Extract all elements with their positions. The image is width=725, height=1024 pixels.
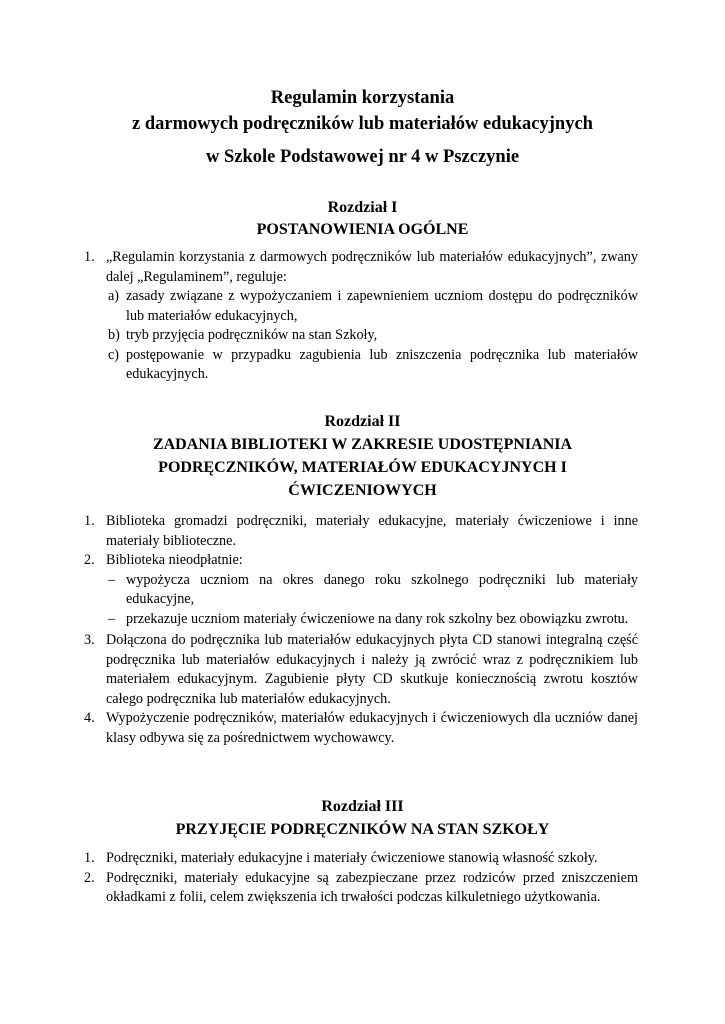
sub-item-text: postępowanie w przypadku zagubienia lub zniszczenia podręcznika lub materiałów edukacyjnych. <box>126 346 638 382</box>
dash-mark: – <box>108 610 116 627</box>
item-number: 1. <box>84 850 95 866</box>
item-number: 1. <box>84 249 95 265</box>
sub-item-mark: c) <box>108 346 120 363</box>
chapter-1-label: Rozdział I <box>327 199 398 216</box>
list-item <box>0 709 725 748</box>
chapter-2-heading-line-3: ĆWICZENIOWYCH <box>288 482 437 499</box>
item-text: „Regulamin korzystania z darmowych podręczników lub materiałów edukacyjnych”, zwany dalej „Regulaminem”, reguluje: <box>106 249 638 285</box>
item-number: 2. <box>84 869 95 886</box>
sub-item-text: przekazuje uczniom materiały ćwiczeniowe na dany rok szkolny bez obowiązku zwrotu. <box>126 610 629 627</box>
chapter-3-heading: PRZYJĘCIE PODRĘCZNIKÓW NA STAN SZKOŁY <box>175 821 550 838</box>
chapter-2-label: Rozdział II <box>324 413 401 430</box>
sub-list-item <box>0 287 725 326</box>
list-item <box>0 849 725 869</box>
item-text: Podręczniki, materiały edukacyjne i materiały ćwiczeniowe stanowią własność szkoły. <box>106 850 598 866</box>
document-title-line-3: w Szkole Podstawowej nr 4 w Pszczynie <box>205 147 520 167</box>
dash-mark: – <box>108 571 116 588</box>
sub-item-text: tryb przyjęcia podręczników na stan Szkoły, <box>126 327 378 343</box>
sub-item-mark: b) <box>108 327 120 343</box>
chapter-2-heading-line-2: PODRĘCZNIKÓW, MATERIAŁÓW EDUKACYJNYCH I <box>158 459 567 476</box>
sub-list-item <box>0 571 725 610</box>
item-text: Biblioteka nieodpłatnie: <box>106 552 243 568</box>
chapter-3-label: Rozdział III <box>321 798 404 815</box>
list-item <box>0 631 725 709</box>
list-item <box>0 248 725 287</box>
item-number: 4. <box>84 710 95 726</box>
item-number: 2. <box>84 552 95 568</box>
item-text: Dołączona do podręcznika lub materiałów edukacyjnych płyta CD stanowi integralną część podręcznika lub materiałów edukacyjnych i należy ją zwrócić wraz z podręcznikiem lub materiałem edukacyjnym. Zagubienie płyty CD skutkuje koniecznością zwrotu kosztów całego podręcznika lub materiałów edukacyjnych. <box>106 632 638 707</box>
sub-list-item <box>0 346 725 385</box>
list-item <box>0 512 725 551</box>
chapter-1-list <box>0 248 725 385</box>
sub-item-mark: a) <box>108 288 120 304</box>
sub-list-item <box>0 326 725 346</box>
item-text: Podręczniki, materiały edukacyjne są zabezpieczane przez rodziców przed zniszczeniem okładkami z folii, celem zwiększenia ich trwałości podczas kilkuletniego użytkowania. <box>106 869 638 905</box>
sub-item-text: zasady związane z wypożyczaniem i zapewnieniem uczniom dostępu do podręczników lub materiałów edukacyjnych, <box>126 288 638 324</box>
item-text: Biblioteka gromadzi podręczniki, materiały edukacyjne, materiały ćwiczeniowe i inne materiały biblioteczne. <box>106 513 638 549</box>
document-title-line-2: z darmowych podręczników lub materiałów edukacyjnych <box>132 114 593 134</box>
list-item <box>0 869 725 908</box>
chapter-2-heading-line-1: ZADANIA BIBLIOTEKI W ZAKRESIE UDOSTĘPNIANIA <box>152 436 573 453</box>
item-number: 1. <box>84 513 95 529</box>
sub-item-text: wypożycza uczniom na okres danego roku szkolnego podręczniki lub materiały edukacyjne, <box>126 571 638 607</box>
sub-list-item <box>0 610 725 630</box>
chapter-3-list <box>0 849 725 908</box>
document-title-line-1: Regulamin korzystania <box>270 88 455 108</box>
chapter-2-list <box>0 512 725 748</box>
list-item <box>0 551 725 571</box>
item-number: 3. <box>84 632 95 648</box>
chapter-1-heading: POSTANOWIENIA OGÓLNE <box>256 221 469 238</box>
item-text: Wypożyczenie podręczników, materiałów edukacyjnych i ćwiczeniowych dla uczniów danej klasy odbywa się za pośrednictwem wychowawcy. <box>106 710 638 746</box>
